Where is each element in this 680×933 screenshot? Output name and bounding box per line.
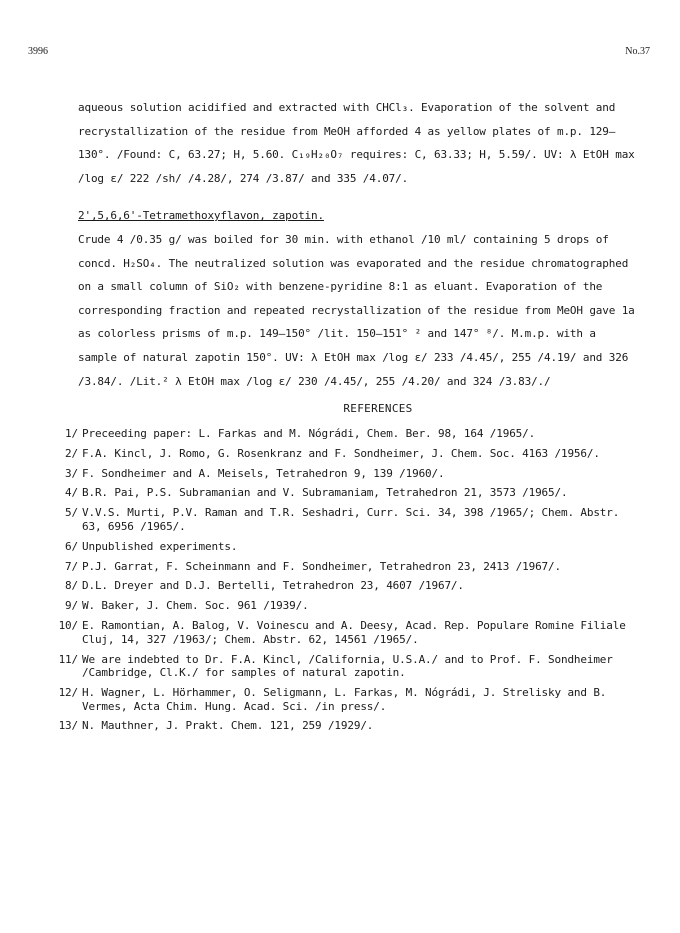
reference-item xyxy=(65,579,638,593)
reference-number: 5/ xyxy=(65,506,78,520)
reference-item xyxy=(58,719,638,733)
reference-number: 9/ xyxy=(65,599,78,613)
reference-number: 3/ xyxy=(65,466,78,480)
reference-list xyxy=(58,426,638,733)
reference-number: 7/ xyxy=(65,559,78,573)
reference-item xyxy=(65,466,638,481)
reference-text: F. Sondheimer and A. Meisels, Tetrahedron 9, 139 /1960/. xyxy=(82,466,445,480)
reference-number: 1/ xyxy=(65,426,78,440)
article-body xyxy=(58,96,638,739)
reference-number: 4/ xyxy=(65,486,78,500)
reference-number: 11/ xyxy=(58,652,78,666)
reference-item xyxy=(65,539,638,554)
reference-number: 10/ xyxy=(58,619,78,633)
reference-item xyxy=(58,652,638,680)
reference-text: Preceeding paper: L. Farkas and M. Nógrádi, Chem. Ber. 98, 164 /1965/. xyxy=(82,426,536,440)
reference-number: 8/ xyxy=(65,579,78,593)
page-number: 3996 xyxy=(28,46,48,57)
reference-number: 2/ xyxy=(65,446,78,460)
reference-text: W. Baker, J. Chem. Soc. 961 /1939/. xyxy=(82,599,309,613)
reference-item xyxy=(58,619,638,646)
reference-text: We are indebted to Dr. F.A. Kincl, /California, U.S.A./ and to Prof. F. Sondheimer /Cambridge, Cl.K./ for samples of natural zapotin. xyxy=(82,652,613,680)
reference-text: F.A. Kincl, J. Romo, G. Rosenkranz and F. Sondheimer, J. Chem. Soc. 4163 /1956/. xyxy=(82,446,600,460)
reference-item xyxy=(58,686,638,713)
reference-item xyxy=(65,426,638,441)
reference-number: 6/ xyxy=(65,539,78,553)
reference-number: 13/ xyxy=(58,719,78,733)
reference-text: D.L. Dreyer and D.J. Bertelli, Tetrahedron 23, 4607 /1967/. xyxy=(82,579,464,593)
reference-item xyxy=(65,599,638,613)
reference-item xyxy=(65,486,638,500)
references-heading: REFERENCES xyxy=(343,402,413,416)
reference-text: N. Mauthner, J. Prakt. Chem. 121, 259 /1929/. xyxy=(82,719,374,733)
reference-text: V.V.S. Murti, P.V. Raman and T.R. Seshadri, Curr. Sci. 34, 398 /1965/; Chem. Abstr. 63, 6956 /1965/. xyxy=(82,506,620,533)
section-paragraph: Crude 4 /0.35 g/ was boiled for 30 min. with ethanol /10 ml/ containing 5 drops of concd. H₂SO₄. The neutralized solution was evaporated and the residue chromatographed on a small column of SiO₂ with benzene-pyridine 8:1 as eluant. Evaporation of the corresponding fraction and repeated recrystallization of the residue from MeOH gave 1a as colorless prisms of m.p. 149–150° /lit. 150–151° ² and 147° ⁸/. M.m.p. with a sample of natural zapotin 150°. UV: λ EtOH max /log ε/ 233 /4.45/, 255 /4.19/ and 326 /3.84/. /Lit.² λ EtOH max /log ε/ 230 /4.45/, 255 /4.20/ and 324 /3.83/./ xyxy=(78,232,635,388)
reference-item xyxy=(65,446,638,461)
reference-item xyxy=(65,559,638,574)
reference-text: E. Ramontian, A. Balog, V. Voinescu and A. Deesy, Acad. Rep. Populare Romine Filiale Cluj, 14, 327 /1963/; Chem. Abstr. 62, 14561 /1965/. xyxy=(82,619,626,646)
section-heading: 2',5,6,6'-Tetramethoxyflavon, zapotin. xyxy=(78,209,324,223)
reference-number: 12/ xyxy=(58,686,78,700)
experimental-paragraph: aqueous solution acidified and extracted with CHCl₃. Evaporation of the solvent and recrystallization of the residue from MeOH afforded 4 as yellow plates of m.p. 129–130°. /Found: C, 63.27; H, 5.60. C₁₉H₂₀O₇ requires: C, 63.33; H, 5.59/. UV: λ EtOH max /log ε/ 222 /sh/ /4.28/, 274 /3.87/ and 335 /4.07/. xyxy=(78,101,635,185)
reference-text: H. Wagner, L. Hörhammer, O. Seligmann, L. Farkas, M. Nógrádi, J. Strelisky and B. Vermes, Acta Chim. Hung. Acad. Sci. /in press/. xyxy=(82,686,607,713)
page-header xyxy=(0,46,680,60)
reference-text: B.R. Pai, P.S. Subramanian and V. Subramaniam, Tetrahedron 21, 3573 /1965/. xyxy=(82,486,568,500)
reference-item xyxy=(65,506,638,533)
reference-text: P.J. Garrat, F. Scheinmann and F. Sondheimer, Tetrahedron 23, 2413 /1967/. xyxy=(82,559,561,573)
reference-text: Unpublished experiments. xyxy=(82,539,238,553)
issue-number: No.37 xyxy=(625,46,650,57)
